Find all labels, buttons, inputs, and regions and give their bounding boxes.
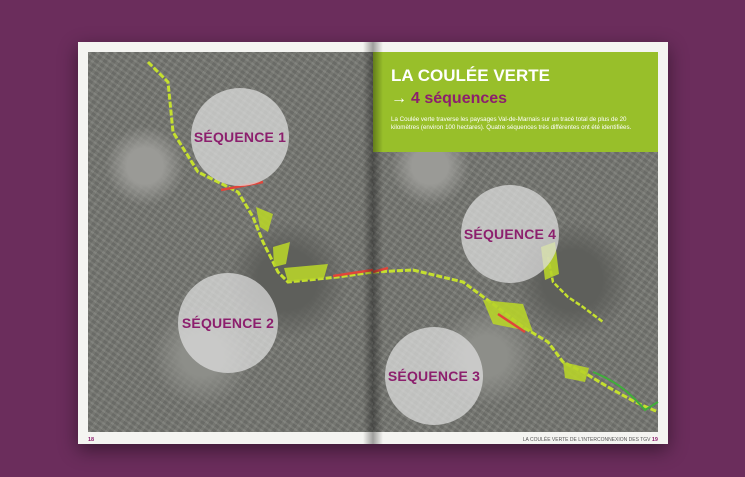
open-brochure (78, 42, 668, 444)
sequence-4-label: SÉQUENCE 4 (463, 226, 557, 242)
sequence-4-circle (461, 185, 559, 283)
left-page (78, 42, 373, 444)
sequence-3-circle (385, 327, 483, 425)
intro-paragraph: La Coulée verte traverse les paysages Val-de-Marnais sur un tracé total de plus de 20 kilomètres (environ 100 hectares). Quatre séquences très différentes ont été identifiées. (391, 116, 632, 131)
left-footer (88, 437, 94, 443)
right-page (373, 42, 668, 444)
arrow-right-icon: → (391, 90, 407, 107)
left-page-number: 18 (88, 437, 95, 443)
page-subtitle (391, 90, 507, 108)
sequence-2-circle (178, 273, 278, 373)
right-footer (523, 437, 658, 443)
sequence-2-label: SÉQUENCE 2 (181, 315, 275, 331)
sequence-1-label: SÉQUENCE 1 (193, 129, 287, 145)
sequence-1-circle (191, 88, 289, 186)
page-title: LA COULÉE VERTE (391, 66, 550, 85)
footer-title: LA COULÉE VERTE DE L'INTERCONNEXION DES TGV (522, 437, 651, 443)
title-panel (373, 52, 658, 152)
sequence-3-label: SÉQUENCE 3 (387, 368, 481, 384)
right-page-number: 19 (651, 437, 658, 443)
subtitle-text: 4 séquences (411, 90, 508, 107)
